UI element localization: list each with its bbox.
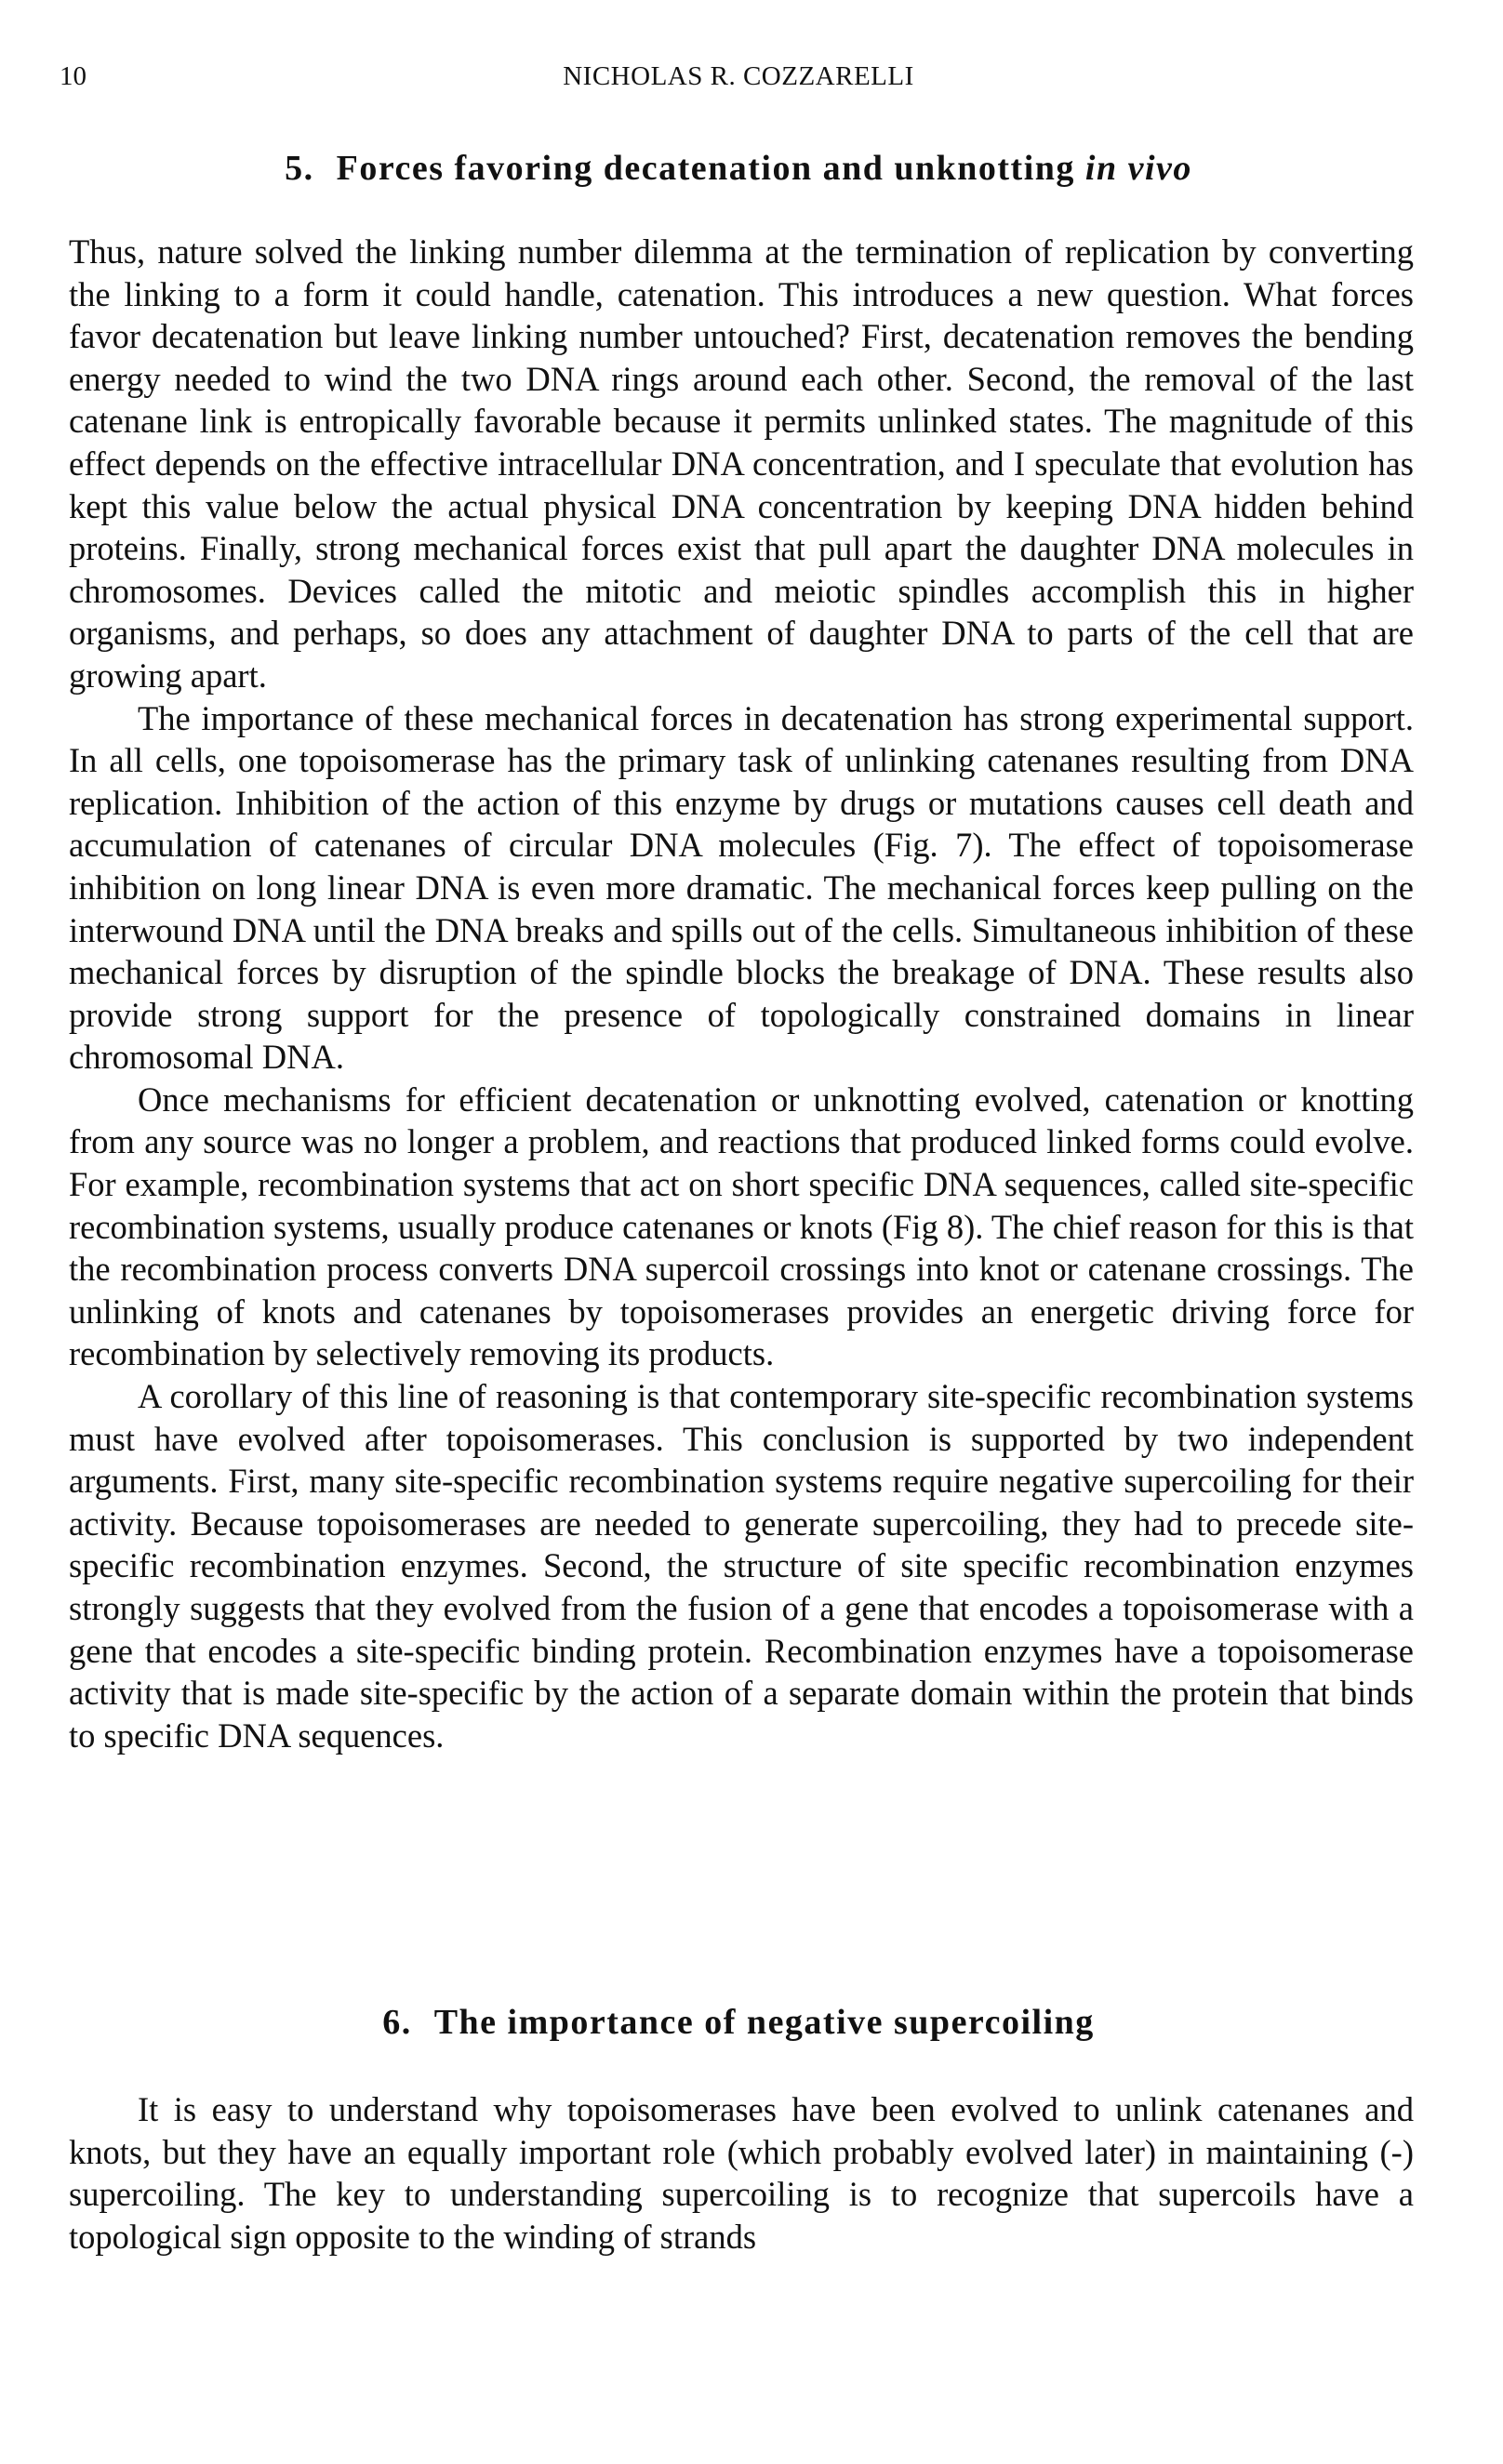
section-6-title: The importance of negative supercoiling [433,2003,1095,2042]
section-5-paragraph-1: Thus, nature solved the linking number dilemma at the termination of replication by converting the linking to a form it could handle, catenation. This introduces a new question. What forces favor decatenation but leave linking number untouched? First, decatenation removes the bending energy needed to wind the two DNA rings around each other. Second, the removal of the last catenane link is entropically favorable because it permits unlinked states. The magnitude of this effect depends on the effective intracellular DNA concentration, and I speculate that evolution has kept this value below the actual physical DNA concentration by keeping DNA hidden behind proteins. Finally, strong mechanical forces exist that pull apart the daughter DNA molecules in chromosomes. Devices called the mitotic and meiotic spindles accomplish this in higher organisms, and perhaps, so does any attachment of daughter DNA to parts of the cell that are growing apart. [69,232,1414,695]
section-5-paragraph-4: A corollary of this line of reasoning is that contemporary site-specific recombination systems must have evolved after topoisomerases. This conclusion is supported by two independent arguments. First, many site-specific recombination systems require negative supercoiling for their activity. Because topoisomerases are needed to generate supercoiling, they had to precede site-specific recombination enzymes. Second, the structure of site specific recombination enzymes strongly suggests that they evolved from the fusion of a gene that encodes a topoisomerase with a gene that encodes a site-specific binding protein. Recombination enzymes have a topoisomerase activity that is made site-specific by the action of a separate domain within the protein that binds to specific DNA sequences. [69,1377,1414,1755]
section-5-body [69,231,1414,1756]
section-6-heading [60,1999,1417,2046]
section-6-paragraph-1: It is easy to understand why topoisomerases have been evolved to unlink catenanes and knots, but they have an equally important role (which probably evolved later) in maintaining (-) supercoiling. The key to understanding supercoiling is to recognize that supercoils have a topological sign opposite to the winding of strands [69,2090,1414,2256]
running-title: NICHOLAS R. COZZARELLI [563,61,914,91]
section-5-number: 5. [285,149,314,188]
section-5-paragraph-3: Once mechanisms for efficient decatenation or unknotting evolved, catenation or knotting from any source was no longer a problem, and reactions that produced linked forms could evolve. For example, recombination systems that act on short specific DNA sequences, called site-specific recombination systems, usually produce catenanes or knots (Fig 8). The chief reason for this is that the recombination process converts DNA supercoil crossings into knot or catenane crossings. The unlinking of knots and catenanes by topoisomerases provides an energetic driving force for recombination by selectively removing its products. [69,1080,1414,1373]
running-head [60,58,1417,95]
section-5-title-italic: in vivo [1084,149,1192,188]
section-5-heading [60,145,1417,192]
page-number: 10 [60,61,86,91]
section-5-paragraph-2: The importance of these mechanical forces in decatenation has strong experimental support. In all cells, one topoisomerase has the primary task of unlinking catenanes resulting from DNA replication. Inhibition of the action of this enzyme by drugs or mutations causes cell death and accumulation of catenanes of circular DNA molecules (Fig. 7). The effect of topoisomerase inhibition on long linear DNA is even more dramatic. The mechanical forces keep pulling on the interwound DNA until the DNA breaks and spills out of the cells. Simultaneous inhibition of these mechanical forces by disruption of the spindle blocks the breakage of DNA. These results also provide strong support for the presence of topologically constrained domains in linear chromosomal DNA. [69,698,1414,1077]
section-6-body [69,2088,1414,2258]
section-6-number: 6. [382,2003,412,2042]
section-5-title: Forces favoring decatenation and unknotting [336,149,1075,188]
